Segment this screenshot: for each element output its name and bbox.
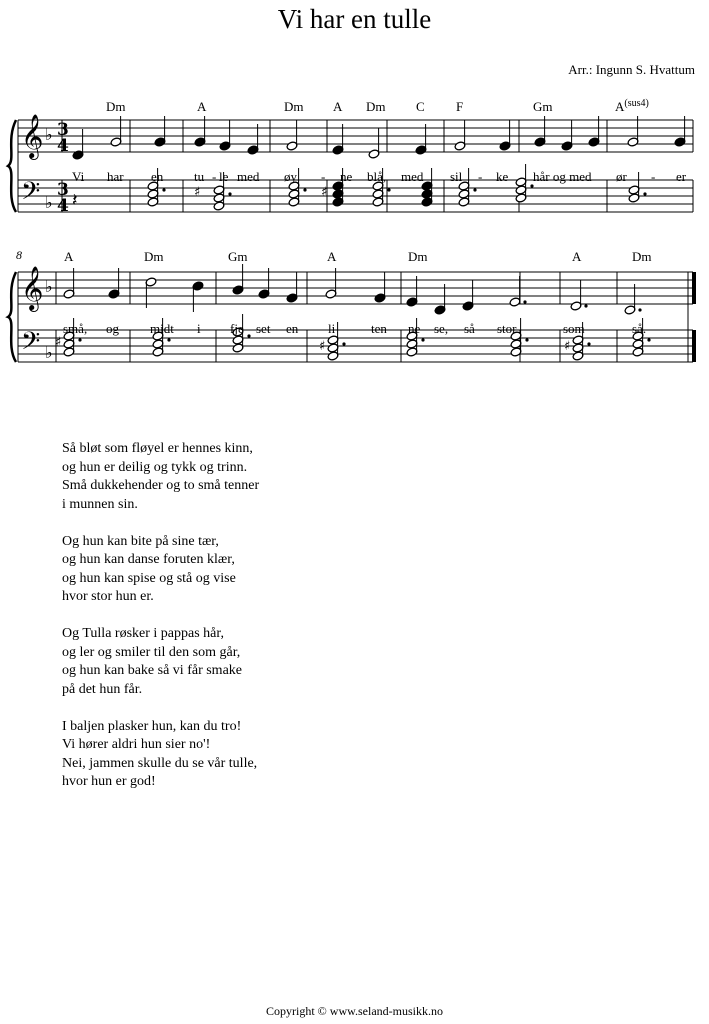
lyric-syllable: små, — [63, 321, 88, 336]
dot — [162, 188, 165, 191]
lyric-syllable: er — [676, 169, 687, 184]
dot — [638, 308, 641, 311]
lyric-syllable: ør — [616, 169, 627, 184]
verse-stanza — [62, 533, 259, 607]
chord-symbol: Gm — [533, 99, 553, 114]
arranger-credit: Arr.: Ingunn S. Hvattum — [568, 62, 695, 77]
chord-symbol: A — [327, 249, 337, 264]
song-title: Vi har en tulle — [277, 4, 432, 34]
lyric-syllable: så. — [632, 321, 647, 336]
lyric-syllable: set — [256, 321, 271, 336]
verse-line: og hun kan bake så vi får smake — [62, 663, 242, 678]
lyric-syllable: så — [464, 321, 475, 336]
lyric-syllable: se, — [434, 321, 449, 336]
verse-stanza — [62, 440, 259, 514]
lyric-syllable: stor — [497, 321, 517, 336]
sharp-icon: ♯ — [55, 335, 62, 350]
verse-stanza — [62, 718, 259, 792]
dot — [342, 342, 345, 345]
dot — [643, 192, 646, 195]
grand-staff-brace — [8, 272, 16, 362]
copyright-notice: Copyright © www.seland-musikk.no — [266, 1004, 443, 1018]
verse-line: Og Tulla røsker i pappas hår, — [62, 626, 224, 641]
final-barline — [692, 272, 696, 304]
chord-symbol: A — [572, 249, 582, 264]
time-signature: 3 — [57, 180, 69, 200]
bass-clef-icon: 𝄢 — [21, 327, 41, 362]
time-signature: 4 — [57, 196, 69, 216]
flat-icon: ♭ — [45, 277, 53, 296]
time-signature: 4 — [57, 136, 69, 156]
verse-line: og hun kan spise og stå og vise — [62, 570, 236, 586]
dot — [167, 338, 170, 341]
chord-symbol: A — [197, 99, 207, 114]
chord-symbol: Dm — [106, 99, 126, 114]
dot — [587, 342, 590, 345]
lyric-syllable: ne — [340, 169, 353, 184]
verse-line: og hun kan danse foruten klær, — [62, 552, 235, 567]
lyric-syllable: - — [212, 169, 217, 184]
lyric-syllable: med — [237, 169, 260, 184]
verse-line: hvor stor hun er. — [62, 589, 154, 604]
sharp-icon: ♯ — [319, 339, 326, 354]
verses — [62, 440, 259, 810]
verse-line: Vi hører aldri hun sier no'! — [62, 737, 211, 752]
dot — [421, 338, 424, 341]
verse-line: og ler og smiler til den som går, — [62, 644, 241, 660]
quarter-rest-icon: 𝄽 — [72, 190, 78, 211]
lyric-syllable: - — [651, 169, 656, 184]
lyric-syllable: og — [106, 321, 119, 336]
lyric-syllable: en — [151, 169, 164, 184]
lyric-syllable: le — [219, 169, 229, 184]
chord-symbol: $A^{(sus4)}$ — [615, 98, 649, 114]
lyric-syllable: sil — [450, 169, 463, 184]
chord-symbol: Dm — [284, 99, 304, 114]
lyric-syllable: øy — [284, 169, 297, 184]
chord-symbol: F — [456, 99, 464, 114]
chord-symbol: C — [416, 99, 425, 114]
dot — [228, 192, 231, 195]
sheet-music-score — [0, 90, 709, 390]
dot — [647, 338, 650, 341]
chord-symbol: Dm — [408, 249, 428, 264]
verse-line: på det hun får. — [62, 681, 143, 697]
time-signature: 3 — [57, 120, 69, 140]
lyric-syllable: med — [401, 169, 424, 184]
lyric-syllable: i — [197, 321, 201, 336]
bass-clef-icon: 𝄢 — [21, 177, 41, 212]
lyric-syllable: har — [107, 169, 124, 184]
verse-line: Og hun kan bite på sine tær, — [62, 533, 219, 549]
verse-stanza — [62, 625, 259, 699]
dot — [473, 188, 476, 191]
dot — [530, 184, 533, 187]
lyric-syllable: - — [356, 321, 361, 336]
verse-line: Små dukkehender og to små tenner — [62, 478, 260, 493]
lyric-syllable: li — [328, 321, 336, 336]
sharp-icon: ♯ — [194, 185, 201, 200]
final-barline — [692, 330, 696, 362]
verse-line: Så bløt som fløyel er hennes kinn, — [62, 441, 253, 456]
chord-symbol: A — [333, 99, 343, 114]
lyric-syllable: hår og med — [533, 169, 592, 184]
dot — [78, 338, 81, 341]
verse-line: Nei, jammen skulle du se vår tulle, — [62, 755, 258, 771]
lyric-syllable: ten — [371, 321, 387, 336]
sharp-icon: ♯ — [321, 185, 328, 200]
dot — [523, 300, 526, 303]
lyric-syllable: en — [286, 321, 299, 336]
lyric-syllable: tu — [194, 169, 205, 184]
flat-icon: ♭ — [45, 193, 53, 212]
lyric-syllable: som — [563, 321, 585, 336]
chord-symbol: Gm — [228, 249, 248, 264]
lyric-syllable: - — [321, 169, 326, 184]
lyric-syllable: - — [426, 321, 431, 336]
music-notation — [21, 114, 686, 362]
lyric-syllable: midt — [150, 321, 174, 336]
sharp-icon: ♯ — [564, 339, 571, 354]
flat-icon: ♭ — [45, 343, 53, 362]
chord-symbol: Dm — [366, 99, 386, 114]
dot — [525, 338, 528, 341]
verse-line: I baljen plasker hun, kan du tro! — [62, 718, 242, 734]
dot — [303, 188, 306, 191]
chord-symbol: Dm — [144, 249, 164, 264]
verse-line: og hun er deilig og tykk og trinn. — [62, 459, 248, 475]
lyric-syllable: ne — [408, 321, 421, 336]
treble-clef-icon: 𝄞 — [21, 114, 44, 158]
lyric-syllable: fje — [230, 321, 244, 336]
lyric-syllable: Vi — [72, 169, 85, 184]
lyric-syllable: ke — [496, 169, 509, 184]
chord-symbol: A — [64, 249, 74, 264]
dot — [584, 304, 587, 307]
lyric-syllable: - — [250, 321, 255, 336]
verse-line: i munnen sin. — [62, 496, 138, 512]
lyric-syllable: - — [478, 169, 483, 184]
verse-line: hvor hun er god! — [62, 774, 156, 789]
chord-symbol: Dm — [632, 249, 652, 264]
lyric-syllable: blå, — [367, 169, 387, 184]
flat-icon: ♭ — [45, 125, 53, 144]
treble-clef-icon: 𝄞 — [21, 266, 44, 310]
measure-number: 8 — [16, 248, 22, 262]
grand-staff-brace — [8, 120, 16, 212]
dot — [387, 188, 390, 191]
